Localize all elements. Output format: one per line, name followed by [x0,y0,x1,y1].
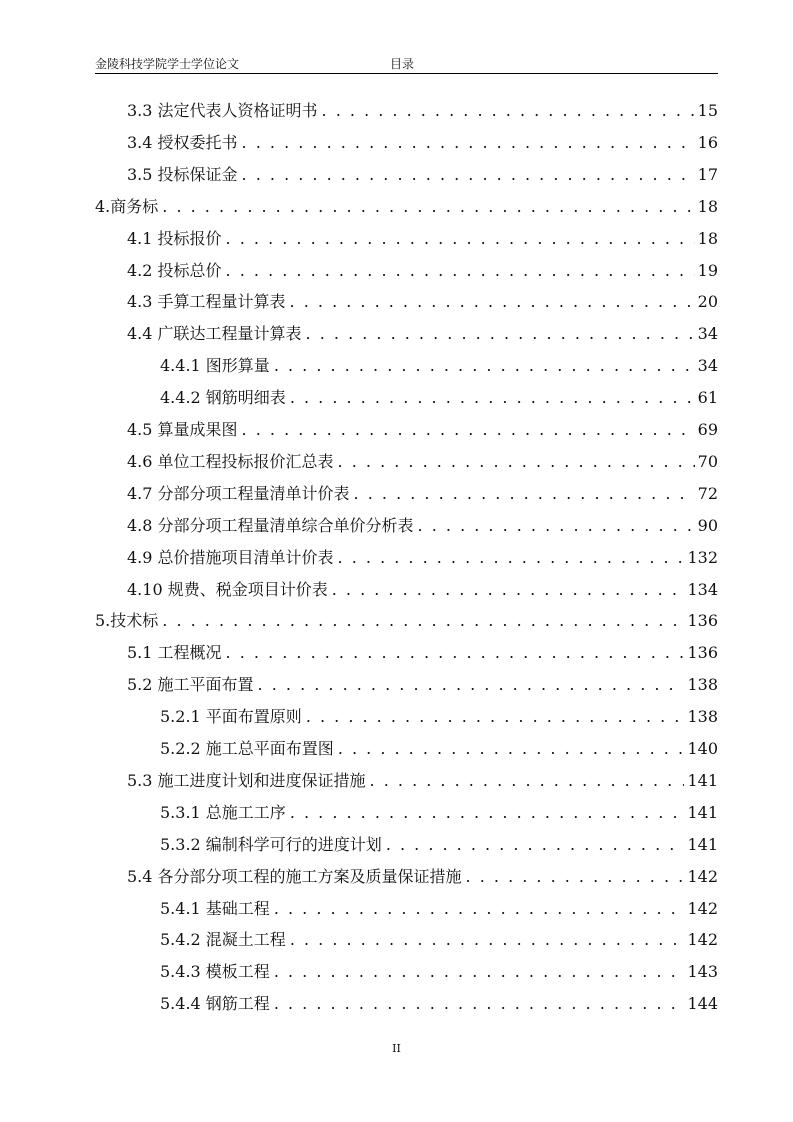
toc-dot-leader [274,994,685,1013]
toc-entry-label: 5.4.3 模板工程 [160,962,270,982]
toc-entry-page-number: 142 [687,866,718,886]
toc-entry-page-number: 61 [697,388,718,408]
toc-entry-label: 4.8 分部分项工程量清单综合单价分析表 [127,515,414,535]
toc-entry[interactable] [127,577,718,605]
toc-entry[interactable] [127,162,718,190]
toc-entry-label: 4.4 广联达工程量计算表 [127,324,302,344]
toc-dot-leader [290,930,685,949]
toc-dot-leader [338,548,685,567]
toc-entry-label: 5.4.4 钢筋工程 [160,994,270,1014]
toc-dot-leader [290,803,685,822]
toc-entry-label: 3.5 投标保证金 [127,164,238,184]
toc-entry[interactable] [160,896,718,924]
toc-dot-leader [274,899,685,918]
toc-dot-leader [338,739,685,758]
toc-entry-page-number: 140 [687,739,718,758]
toc-entry-label: 4.10 规费、税金项目计价表 [127,579,328,599]
toc-dot-leader [226,643,685,662]
page-header [95,55,718,75]
toc-dot-leader [242,420,695,439]
toc-entry-label: 5.4.2 混凝土工程 [160,930,286,950]
toc-dot-leader [338,452,695,471]
toc-dot-leader [162,611,684,630]
toc-entry-label: 5.2 施工平面布置 [127,675,254,695]
toc-entry[interactable] [160,832,718,860]
header-section-title: 目录 [390,57,415,71]
toc-entry-label: 4.5 算量成果图 [127,420,238,439]
toc-entry-page-number: 141 [687,770,718,790]
toc-entry-label: 4.7 分部分项工程量清单计价表 [127,483,350,503]
toc-entry[interactable] [95,608,718,636]
toc-dot-leader [306,324,695,343]
toc-entry-page-number: 132 [687,547,718,567]
toc-entry-page-number: 138 [687,707,718,727]
toc-entry-page-number: 141 [687,834,718,854]
toc-entry[interactable] [127,417,718,445]
toc-dot-leader [274,356,695,375]
toc-entry-label: 4.3 手算工程量计算表 [127,292,286,312]
toc-dot-leader [274,962,685,981]
toc-entry[interactable] [127,672,718,700]
toc-entry[interactable] [127,289,718,317]
toc-dot-leader [226,229,695,248]
toc-entry-label: 5.2.1 平面布置原则 [160,707,302,727]
toc-dot-leader [226,261,695,280]
toc-entry-page-number: 138 [687,675,718,695]
toc-entry[interactable] [127,98,718,126]
toc-entry[interactable] [160,385,718,413]
toc-entry-page-number: 20 [697,292,718,312]
toc-entry-page-number: 19 [697,260,718,280]
toc-dot-leader [332,580,685,599]
toc-entry[interactable] [160,991,718,1019]
toc-entry-page-number: 90 [697,515,718,535]
header-thesis-title: 金陵科技学院学士学位论文 [95,57,240,71]
toc-entry-label: 4.6 单位工程投标报价汇总表 [127,451,334,471]
toc-entry-page-number: 34 [697,324,718,344]
toc-entry-label: 4.商务标 [95,196,159,216]
toc-dot-leader [162,197,694,216]
toc-dot-leader [242,165,695,184]
toc-entry[interactable] [160,927,718,955]
toc-dot-leader [386,835,685,854]
header-divider [95,73,718,74]
toc-entry-page-number: 69 [697,420,718,439]
toc-entry-label: 5.3.2 编制科学可行的进度计划 [160,834,382,854]
toc-entry[interactable] [127,513,718,541]
toc-dot-leader [242,133,695,152]
toc-entry-label: 5.4.1 基础工程 [160,898,270,918]
toc-entry-label: 4.2 投标总价 [127,260,222,280]
toc-dot-leader [322,101,695,120]
toc-entry[interactable] [127,545,718,573]
toc-entry-page-number: 142 [687,930,718,950]
toc-entry[interactable] [160,736,718,764]
toc-entry-label: 5.技术标 [95,611,159,631]
toc-entry[interactable] [127,640,718,668]
toc-entry-label: 4.9 总价措施项目清单计价表 [127,547,334,567]
toc-entry[interactable] [160,800,718,828]
toc-dot-leader [306,707,685,726]
toc-entry-page-number: 15 [697,101,718,120]
toc-entry-label: 5.3.1 总施工工序 [160,802,286,822]
toc-entry-label: 5.4 各分部分项工程的施工方案及质量保证措施 [127,866,462,886]
toc-entry[interactable] [127,864,718,892]
toc-entry-label: 4.4.2 钢筋明细表 [160,388,286,408]
toc-entry-label: 3.4 授权委托书 [127,132,238,152]
toc-entry-page-number: 143 [687,962,718,982]
toc-entry-label: 3.3 法定代表人资格证明书 [127,101,318,120]
toc-entry-page-number: 16 [697,132,718,152]
toc-entry[interactable] [95,194,718,222]
toc-entry-page-number: 70 [697,451,718,471]
toc-dot-leader [418,516,695,535]
toc-entry[interactable] [127,481,718,509]
toc-dot-leader [370,771,685,790]
toc-entry-page-number: 18 [697,196,718,216]
toc-entry-page-number: 72 [697,483,718,503]
toc-dot-leader [290,292,695,311]
toc-entry-label: 4.4.1 图形算量 [160,356,270,376]
toc-entry-page-number: 136 [687,643,718,663]
toc-entry-page-number: 18 [697,228,718,248]
toc-entry-page-number: 17 [697,164,718,184]
toc-entry-page-number: 34 [697,356,718,376]
toc-entry[interactable] [160,704,718,732]
toc-entry[interactable] [160,959,718,987]
toc-entry[interactable] [127,321,718,349]
toc-entry-label: 5.3 施工进度计划和进度保证措施 [127,770,366,790]
toc-entry[interactable] [127,226,718,254]
toc-entry-label: 5.2.2 施工总平面布置图 [160,739,334,758]
toc-entry[interactable] [127,768,718,796]
toc-dot-leader [466,867,685,886]
page-number: II [392,1042,401,1055]
toc-dot-leader [258,675,685,694]
toc-entry[interactable] [160,353,718,381]
toc-entry[interactable] [127,258,718,286]
toc-entry-label: 5.1 工程概况 [127,643,222,663]
toc-entry-page-number: 142 [687,898,718,918]
toc-dot-leader [290,388,695,407]
toc-entry-page-number: 134 [687,579,718,599]
toc-entry-page-number: 141 [687,802,718,822]
toc-entry-page-number: 136 [687,611,718,631]
toc-dot-leader [354,484,695,503]
toc-entry[interactable] [127,449,718,477]
toc-entry-page-number: 144 [687,994,718,1014]
toc-entry[interactable] [127,130,718,158]
toc-entry-label: 4.1 投标报价 [127,228,222,248]
